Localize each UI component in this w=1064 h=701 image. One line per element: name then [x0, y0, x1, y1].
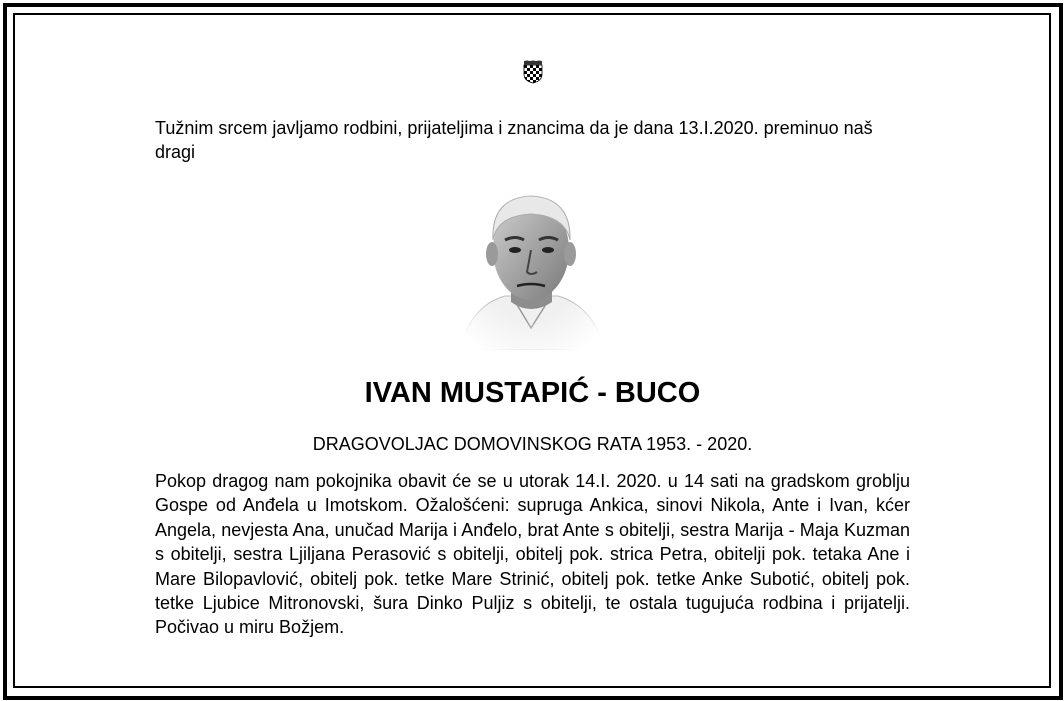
deceased-name: IVAN MUSTAPIĆ - BUCO [364, 377, 701, 409]
intro-text: Tužnim srcem javljamo rodbini, prijateljima i znancima da je dana 13.I.2020. preminuo naš dragi [155, 118, 873, 162]
croatian-crest-icon [523, 60, 543, 84]
funeral-details: Pokop dragog nam pokojnika obavit će se u utorak 14.I. 2020. u 14 sati na gradskom groblju Gospe od Anđela u Imotskom. Ožalošćeni: supruga Ankica, sinovi Nikola, Ante i Ivan, kćer Angela, nevjesta Ana, unučad Marija i Anđelo, brat Ante s obitelji, sestra Marija - Maja Kuzman s obitelji, sestra Ljiljana Perasović s obitelji, obitelj pok. strica Petra, obitelji pok. tetaka Ane i Mare Bilopavlović, obitelj pok. tetke Mare Strinić, obitelj pok. tetke Anke Subotić, obitelj pok. tetke Ljubice Mitronovski, šura Dinko Puljiz s obitelji, te ostala tugujuća rodbina i prijatelji. Počivao u miru Božjem. [155, 471, 910, 638]
portrait-photo [455, 178, 608, 350]
subtitle: DRAGOVOLJAC DOMOVINSKOG RATA 1953. - 2020. [312, 434, 753, 454]
